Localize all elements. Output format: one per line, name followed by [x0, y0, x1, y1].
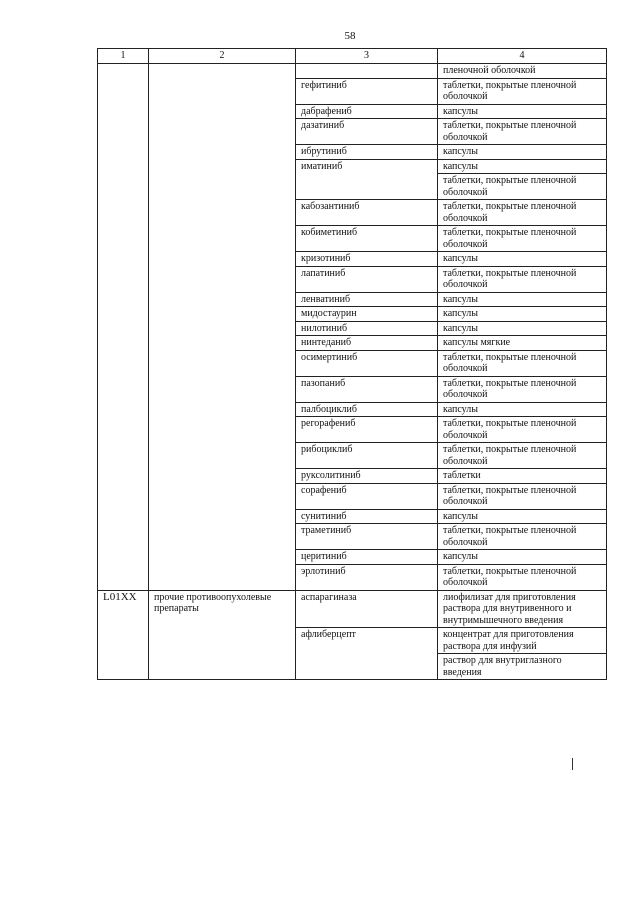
- dosage-form-cell: таблетки, покрытые пленочной оболочкой: [438, 226, 607, 252]
- drug-name-cell: иматиниб: [296, 159, 438, 200]
- dosage-form-cell: лиофилизат для приготовления раствора для внутривенного и внутримышечного введения: [438, 590, 607, 628]
- table-row: [98, 590, 607, 628]
- dosage-form-cell: капсулы: [438, 159, 607, 174]
- drug-name-cell: афлиберцепт: [296, 628, 438, 680]
- dosage-form-cell: таблетки, покрытые пленочной оболочкой: [438, 350, 607, 376]
- dosage-form-cell: капсулы: [438, 509, 607, 524]
- drug-name-cell: кабозантиниб: [296, 200, 438, 226]
- drug-name-cell: дазатиниб: [296, 119, 438, 145]
- dosage-form-cell: раствор для внутриглазного введения: [438, 654, 607, 680]
- dosage-form-cell: капсулы: [438, 402, 607, 417]
- drug-name-cell: сунитиниб: [296, 509, 438, 524]
- dosage-form-cell: капсулы: [438, 307, 607, 322]
- dosage-form-cell: капсулы: [438, 292, 607, 307]
- drug-name-cell: кризотиниб: [296, 252, 438, 267]
- table-row: [98, 64, 607, 79]
- header-col-3: 3: [296, 49, 438, 64]
- dosage-form-cell: таблетки, покрытые пленочной оболочкой: [438, 78, 607, 104]
- header-col-1: 1: [98, 49, 149, 64]
- atc-code-cell: [98, 64, 149, 591]
- group-name-cell: [149, 64, 296, 591]
- dosage-form-cell: таблетки, покрытые пленочной оболочкой: [438, 483, 607, 509]
- drug-name-cell: палбоциклиб: [296, 402, 438, 417]
- drug-name-cell: мидостаурин: [296, 307, 438, 322]
- dosage-form-cell: капсулы мягкие: [438, 336, 607, 351]
- drug-name-cell: пазопаниб: [296, 376, 438, 402]
- drug-name-cell: лапатиниб: [296, 266, 438, 292]
- drug-name-cell: аспарагиназа: [296, 590, 438, 628]
- atc-code-cell: L01XX: [98, 590, 149, 680]
- drug-name-cell: руксолитиниб: [296, 469, 438, 484]
- dosage-form-cell: капсулы: [438, 145, 607, 160]
- group-name-cell: прочие противоопухолевые препараты: [149, 590, 296, 680]
- dosage-form-cell: таблетки: [438, 469, 607, 484]
- drug-name-cell: эрлотиниб: [296, 564, 438, 590]
- dosage-form-cell: капсулы: [438, 104, 607, 119]
- table-body: [98, 64, 607, 680]
- header-col-4: 4: [438, 49, 607, 64]
- dosage-form-cell: таблетки, покрытые пленочной оболочкой: [438, 174, 607, 200]
- dosage-form-cell: таблетки, покрытые пленочной оболочкой: [438, 266, 607, 292]
- drug-name-cell: гефитиниб: [296, 78, 438, 104]
- drug-name-cell: нинтеданиб: [296, 336, 438, 351]
- drug-table: [97, 48, 607, 680]
- margin-mark: [572, 758, 573, 770]
- dosage-form-cell: пленочной оболочкой: [438, 64, 607, 79]
- dosage-form-cell: капсулы: [438, 321, 607, 336]
- drug-name-cell: нилотиниб: [296, 321, 438, 336]
- dosage-form-cell: таблетки, покрытые пленочной оболочкой: [438, 524, 607, 550]
- dosage-form-cell: таблетки, покрытые пленочной оболочкой: [438, 200, 607, 226]
- drug-name-cell: дабрафениб: [296, 104, 438, 119]
- dosage-form-cell: капсулы: [438, 550, 607, 565]
- page-number: 58: [344, 30, 356, 42]
- dosage-form-cell: таблетки, покрытые пленочной оболочкой: [438, 119, 607, 145]
- drug-name-cell: регорафениб: [296, 417, 438, 443]
- drug-name-cell: рибоциклиб: [296, 443, 438, 469]
- dosage-form-cell: таблетки, покрытые пленочной оболочкой: [438, 564, 607, 590]
- drug-name-cell: траметиниб: [296, 524, 438, 550]
- drug-name-cell: осимертиниб: [296, 350, 438, 376]
- drug-name-cell: ибрутиниб: [296, 145, 438, 160]
- drug-name-cell: сорафениб: [296, 483, 438, 509]
- table-header-row: [98, 49, 607, 64]
- dosage-form-cell: таблетки, покрытые пленочной оболочкой: [438, 443, 607, 469]
- drug-name-cell: кобиметиниб: [296, 226, 438, 252]
- drug-name-cell: [296, 64, 438, 79]
- dosage-form-cell: капсулы: [438, 252, 607, 267]
- drug-name-cell: ленватиниб: [296, 292, 438, 307]
- header-col-2: 2: [149, 49, 296, 64]
- dosage-form-cell: таблетки, покрытые пленочной оболочкой: [438, 417, 607, 443]
- dosage-form-cell: таблетки, покрытые пленочной оболочкой: [438, 376, 607, 402]
- dosage-form-cell: концентрат для приготовления раствора для инфузий: [438, 628, 607, 654]
- drug-name-cell: церитиниб: [296, 550, 438, 565]
